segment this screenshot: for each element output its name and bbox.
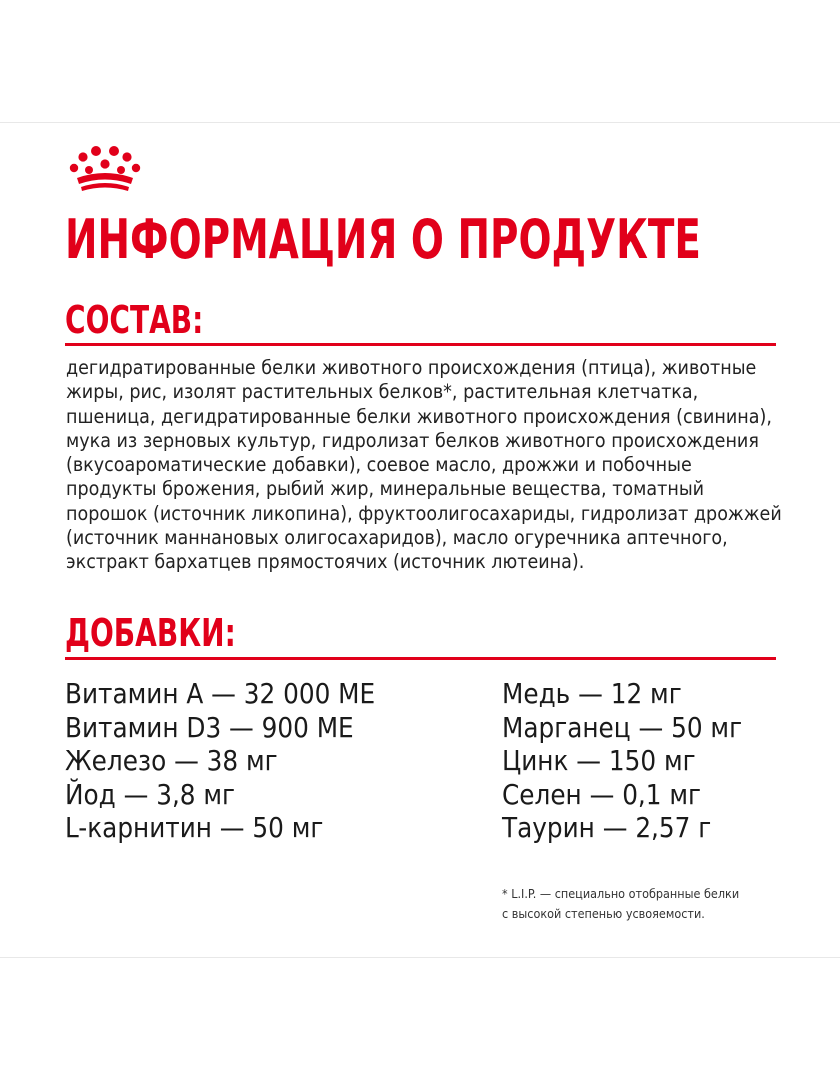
additive-item: Цинк — 150 мг [502,745,696,778]
composition-text: дегидратированные белки животного происхождения (птица), животные жиры, рис, изолят растительных белков*, растительная клетчатка, пшеница, дегидратированные белки животного происхождения (свинина), мука из зерновых культур, гидролизат белков животного происхождения (вкусоароматические добавки), соевое масло, дрожжи и побочные продукты брожения, рыбий жир, минеральные вещества, томатный порошок (источник ликопина), фруктоолигосахариды, гидролизат дрожжей (источник маннановых олигосахаридов), масло огуречника аптечного, экстракт бархатцев прямостоячих (источник лютеина). [66,356,782,574]
additive-item: Витамин D3 — 900 МЕ [65,711,354,744]
additive-item: Витамин A — 32 000 МЕ [65,678,376,710]
additive-item: Селен — 0,1 мг [502,778,702,811]
page-title: ИНФОРМАЦИЯ О ПРОДУКТЕ [65,208,701,271]
additives-divider [65,657,776,660]
additive-item: Йод — 3,8 мг [65,778,236,811]
additive-item: Железо — 38 мг [65,745,278,778]
footnote-line-1: * L.I.P. — специально отобранные белки [502,886,740,901]
additive-item: Марганец — 50 мг [502,711,743,744]
additive-item: Медь — 12 мг [502,678,682,710]
crown-logo-icon [69,146,141,194]
footnote [502,884,802,924]
composition-heading: СОСТАВ: [65,298,204,342]
composition-divider [65,343,776,346]
additive-item: Таурин — 2,57 г [502,812,712,845]
additives-list-right [502,678,742,846]
footnote-line-2: с высокой степенью усвояемости. [502,906,705,921]
additives-heading: ДОБАВКИ: [65,611,236,655]
additive-item: L-карнитин — 50 мг [65,812,324,845]
additives-list-left [65,678,375,846]
